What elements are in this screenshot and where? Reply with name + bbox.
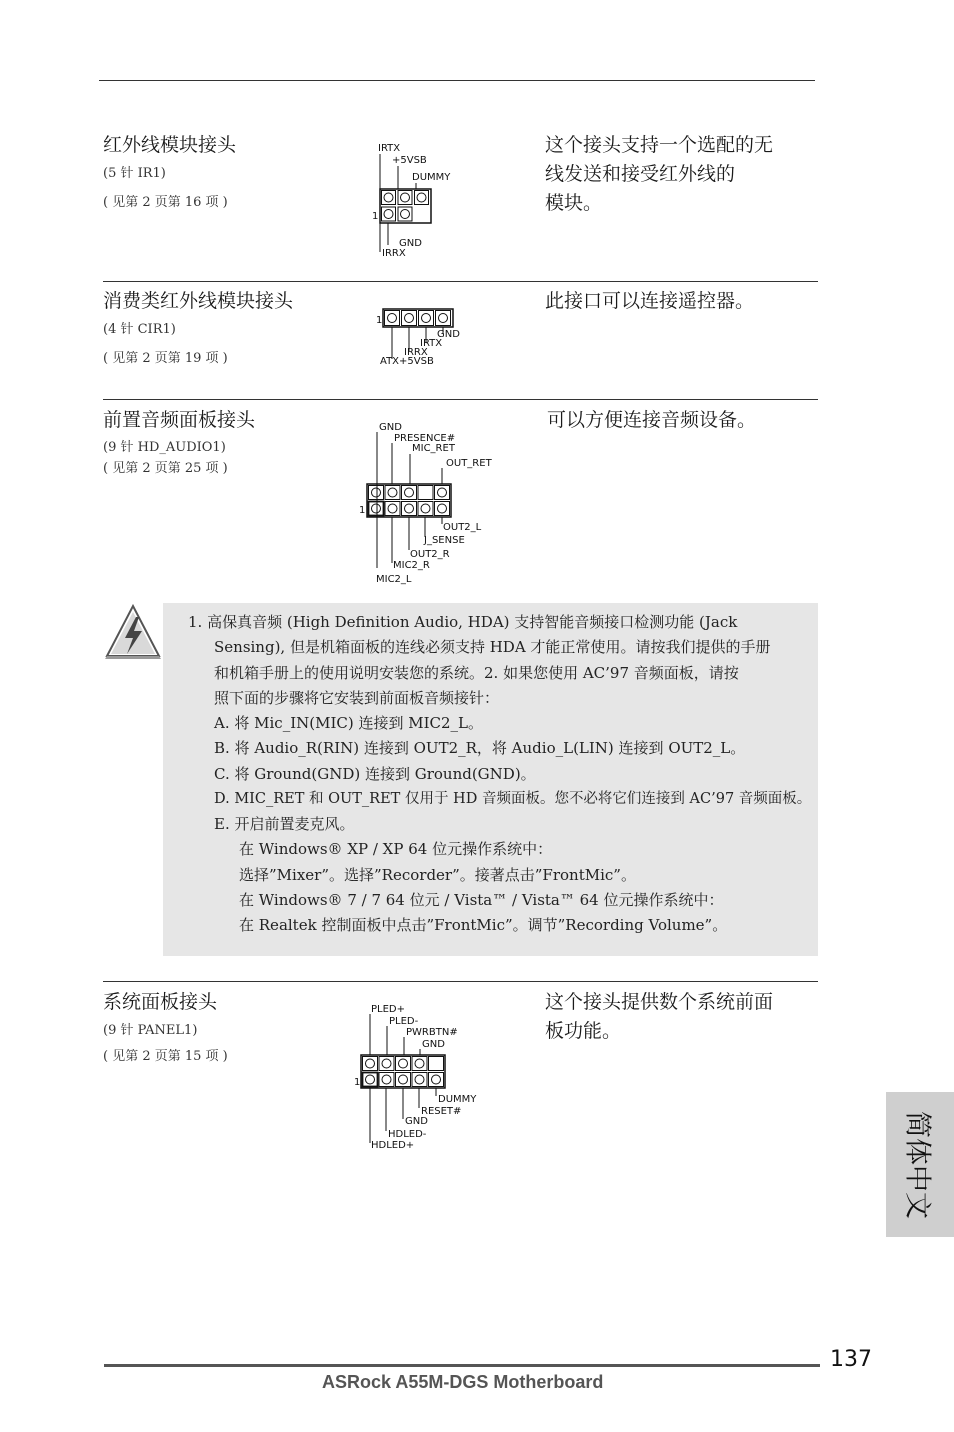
section-title: 红外线模块接头 — [103, 134, 237, 156]
section-desc: 可以方便连接音频设备。 — [547, 409, 757, 431]
pin-label: DUMMY — [412, 172, 451, 183]
language-side-tab — [886, 1092, 954, 1237]
pin-label: 1 — [376, 315, 383, 326]
pin-label: ATX+5VSB — [380, 356, 434, 367]
pin-label: GND — [422, 1039, 445, 1050]
note-line: E. 开启前置麦克风。 — [214, 815, 355, 833]
note-line: 1. 高保真音频 (High Definition Audio, HDA) 支持智能音频接口检测功能 (Jack — [188, 613, 738, 631]
pin-label: IRRX — [404, 347, 428, 358]
note-line: B. 将 Audio_R(RIN) 连接到 OUT2_R，将 Audio_L(LIN) 连接到 OUT2_L。 — [214, 739, 746, 757]
pin-label: 1 — [354, 1077, 361, 1088]
pin-label: PRESENCE# — [394, 433, 456, 444]
pin-label: OUT_RET — [446, 458, 492, 469]
warning-lightning-icon — [101, 602, 163, 660]
ir-header-diagram — [366, 140, 476, 262]
pin-label: GND — [437, 329, 460, 340]
pin-label: MIC_RET — [412, 443, 455, 454]
section-desc: 此接口可以连接遥控器。 — [545, 290, 755, 312]
pin-label: MIC2_R — [393, 560, 430, 571]
section-divider — [103, 981, 818, 982]
pin-label: IRRX — [382, 248, 406, 259]
pin-label: GND — [399, 238, 422, 249]
note-line: A. 将 Mic_IN(MIC) 连接到 MIC2_L。 — [214, 714, 484, 732]
pin-label: RESET# — [421, 1106, 462, 1117]
section-title: 系统面板接头 — [103, 991, 218, 1013]
pin-label: J_SENSE — [424, 535, 465, 546]
note-line: 选择”Mixer”。选择”Recorder”。接著点击”FrontMic”。 — [239, 866, 636, 884]
section-pins: (5 针 IR1) — [103, 166, 166, 181]
pin-label: DUMMY — [438, 1094, 477, 1105]
footer-rule — [104, 1364, 820, 1367]
note-line: C. 将 Ground(GND) 连接到 Ground(GND)。 — [214, 765, 536, 783]
pin-label: +5VSB — [392, 155, 427, 166]
pin-label: OUT2_R — [410, 549, 450, 560]
pin-label: OUT2_L — [443, 522, 482, 533]
pin-label: MIC2_L — [376, 574, 412, 585]
note-line: D. MIC_RET 和 OUT_RET 仅用于 HD 音频面板。您不必将它们连接到 AC’97 音频面板。 — [214, 791, 812, 807]
panel-header-diagram — [350, 1000, 490, 1150]
section-desc: 这个接头提供数个系统前面 板功能。 — [545, 991, 774, 1042]
pin-label: GND — [405, 1116, 428, 1127]
section-ref: ( 见第 2 页第 15 项 ) — [103, 1049, 228, 1064]
cir-header-diagram — [370, 305, 480, 370]
note-line: 和机箱手册上的使用说明安装您的系统。2. 如果您使用 AC’97 音频面板，请按 — [214, 664, 739, 682]
page-number: 137 — [830, 1347, 872, 1372]
pin-label: GND — [379, 422, 402, 433]
pin-label: IRTX — [420, 338, 443, 349]
pin-label: HDLED+ — [371, 1140, 415, 1150]
section-title: 前置音频面板接头 — [103, 409, 256, 431]
section-ref: ( 见第 2 页第 25 项 ) — [103, 461, 228, 476]
note-line: 在 Windows® 7 / 7 64 位元 / Vista™ / Vista™ 64 位元操作系统中： — [239, 891, 724, 909]
language-tab-label: 简体中文 — [901, 1110, 933, 1219]
section-title: 消费类红外线模块接头 — [103, 290, 294, 312]
top-rule — [99, 80, 815, 81]
section-desc: 这个接头支持一个选配的无 线发送和接受红外线的 模块。 — [545, 134, 774, 214]
pin-label: 1 — [372, 211, 379, 222]
section-pins: (4 针 CIR1) — [103, 322, 176, 337]
pin-label: 1 — [359, 505, 366, 516]
section-divider — [103, 399, 818, 400]
pin-label: PWRBTN# — [406, 1027, 458, 1038]
section-ref: ( 见第 2 页第 16 项 ) — [103, 195, 228, 210]
note-line: Sensing), 但是机箱面板的连线必须支持 HDA 才能正常使用。请按我们提供的手册 — [214, 638, 771, 656]
note-line: 在 Windows® XP / XP 64 位元操作系统中： — [239, 840, 553, 858]
section-ref: ( 见第 2 页第 19 项 ) — [103, 351, 228, 366]
hd-audio-header-diagram — [356, 418, 496, 588]
section-divider — [103, 281, 818, 282]
note-line: 在 Realtek 控制面板中点击”FrontMic”。调节”Recording Volume”。 — [239, 916, 728, 934]
pin-label: HDLED- — [388, 1129, 427, 1140]
section-pins: (9 针 PANEL1) — [103, 1023, 198, 1038]
note-line: 照下面的步骤将它安装到前面板音频接针： — [214, 689, 500, 707]
section-pins: (9 针 HD_AUDIO1) — [103, 440, 226, 455]
footer-product-name: ASRock A55M-DGS Motherboard — [322, 1372, 604, 1392]
note-box — [163, 603, 818, 956]
pin-label: IRTX — [378, 143, 401, 154]
pin-label: PLED- — [389, 1016, 419, 1027]
pin-label: PLED+ — [371, 1004, 405, 1015]
